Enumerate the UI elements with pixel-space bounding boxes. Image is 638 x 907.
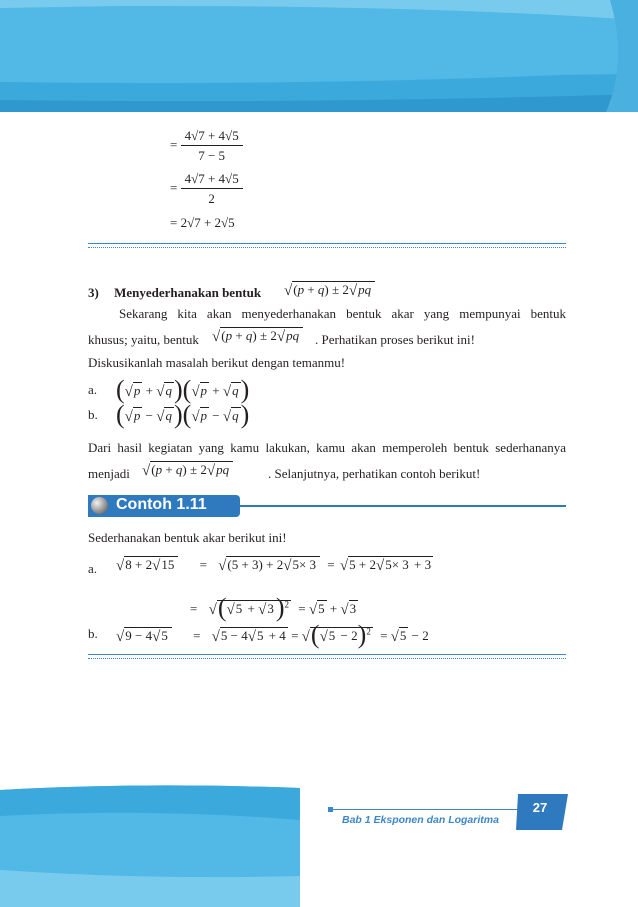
- footer-bullet: [328, 807, 333, 812]
- paragraph-1c: . Perhatikan proses berikut ini!: [315, 332, 475, 347]
- paragraph-3b: menjadi: [88, 466, 130, 481]
- example-prompt: Sederhanakan bentuk akar berikut ini!: [88, 530, 287, 545]
- example-title: Contoh 1.11: [116, 496, 207, 513]
- fraction-denominator: 7 − 5: [198, 148, 226, 163]
- paragraph-3c: . Selanjutnya, perhatikan contoh berikut!: [268, 466, 481, 481]
- fraction-numerator: 4√7 + 4√5: [181, 128, 243, 146]
- page-number: 27: [532, 800, 548, 815]
- heading-formula: √(p + q) ± 2√pq: [284, 282, 375, 299]
- derivation-line-1: = $\frac{4√7 + 4√5}{7 - 5}$: [170, 128, 243, 164]
- example-divider: [88, 654, 566, 659]
- inline-formula-2: √(p + q) ± 2√pq: [142, 462, 233, 479]
- section-heading: [88, 285, 261, 301]
- example-a-line1: √8 + 2√15 = √(5 + 3) + 2√5× 3 = √5 + 2√5× 3 + 3: [116, 557, 432, 574]
- derivation-line-2: = $\frac{4√7 + 4√5}{2}$: [170, 171, 243, 207]
- section-title: Menyederhanakan bentuk: [114, 285, 262, 300]
- header-band: [0, 0, 638, 115]
- paragraph-1a: Sekarang kita akan menyederhanakan bentuk akar yang mempunyai bentuk: [119, 306, 566, 321]
- footer-rule: [332, 809, 518, 810]
- item-b-expression: (√p − √q)(√p − √q): [116, 400, 250, 429]
- derivation-line-3: = 2√7 + 2√5: [170, 215, 235, 230]
- globe-icon: [91, 497, 108, 514]
- fraction-numerator: 4√7 + 4√5: [181, 171, 243, 189]
- item-a-label: a.: [88, 382, 98, 397]
- example-b-line: $√9 - 4√5 = √5 - 4√5 + 4 = √(√5 - 2)^2 = √5 - 2$: [116, 620, 429, 649]
- chapter-label: Bab 1 Eksponen dan Logaritma: [342, 814, 499, 826]
- paragraph-2: Diskusikanlah masalah berikut dengan temanmu!: [88, 355, 346, 370]
- example-a-label: a.: [88, 561, 98, 576]
- example-a-line2: = $√(√5 + √3)^2 = √5 + √3$: [190, 593, 357, 622]
- paragraph-3a: Dari hasil kegiatan yang kamu lakukan, kamu akan memperoleh bentuk sederhananya: [88, 440, 566, 455]
- example-b-label: b.: [88, 626, 98, 641]
- item-b-label: b.: [88, 407, 98, 422]
- paragraph-1b: khusus; yaitu, bentuk: [88, 332, 199, 347]
- item-a-expression: (√p + √q)(√p + √q): [116, 375, 250, 404]
- section-number: 3): [88, 285, 99, 300]
- inline-formula-1: √(p + q) ± 2√pq: [212, 328, 303, 345]
- fraction-denominator: 2: [208, 191, 215, 206]
- example-banner: [88, 495, 566, 517]
- section-divider: [88, 243, 566, 248]
